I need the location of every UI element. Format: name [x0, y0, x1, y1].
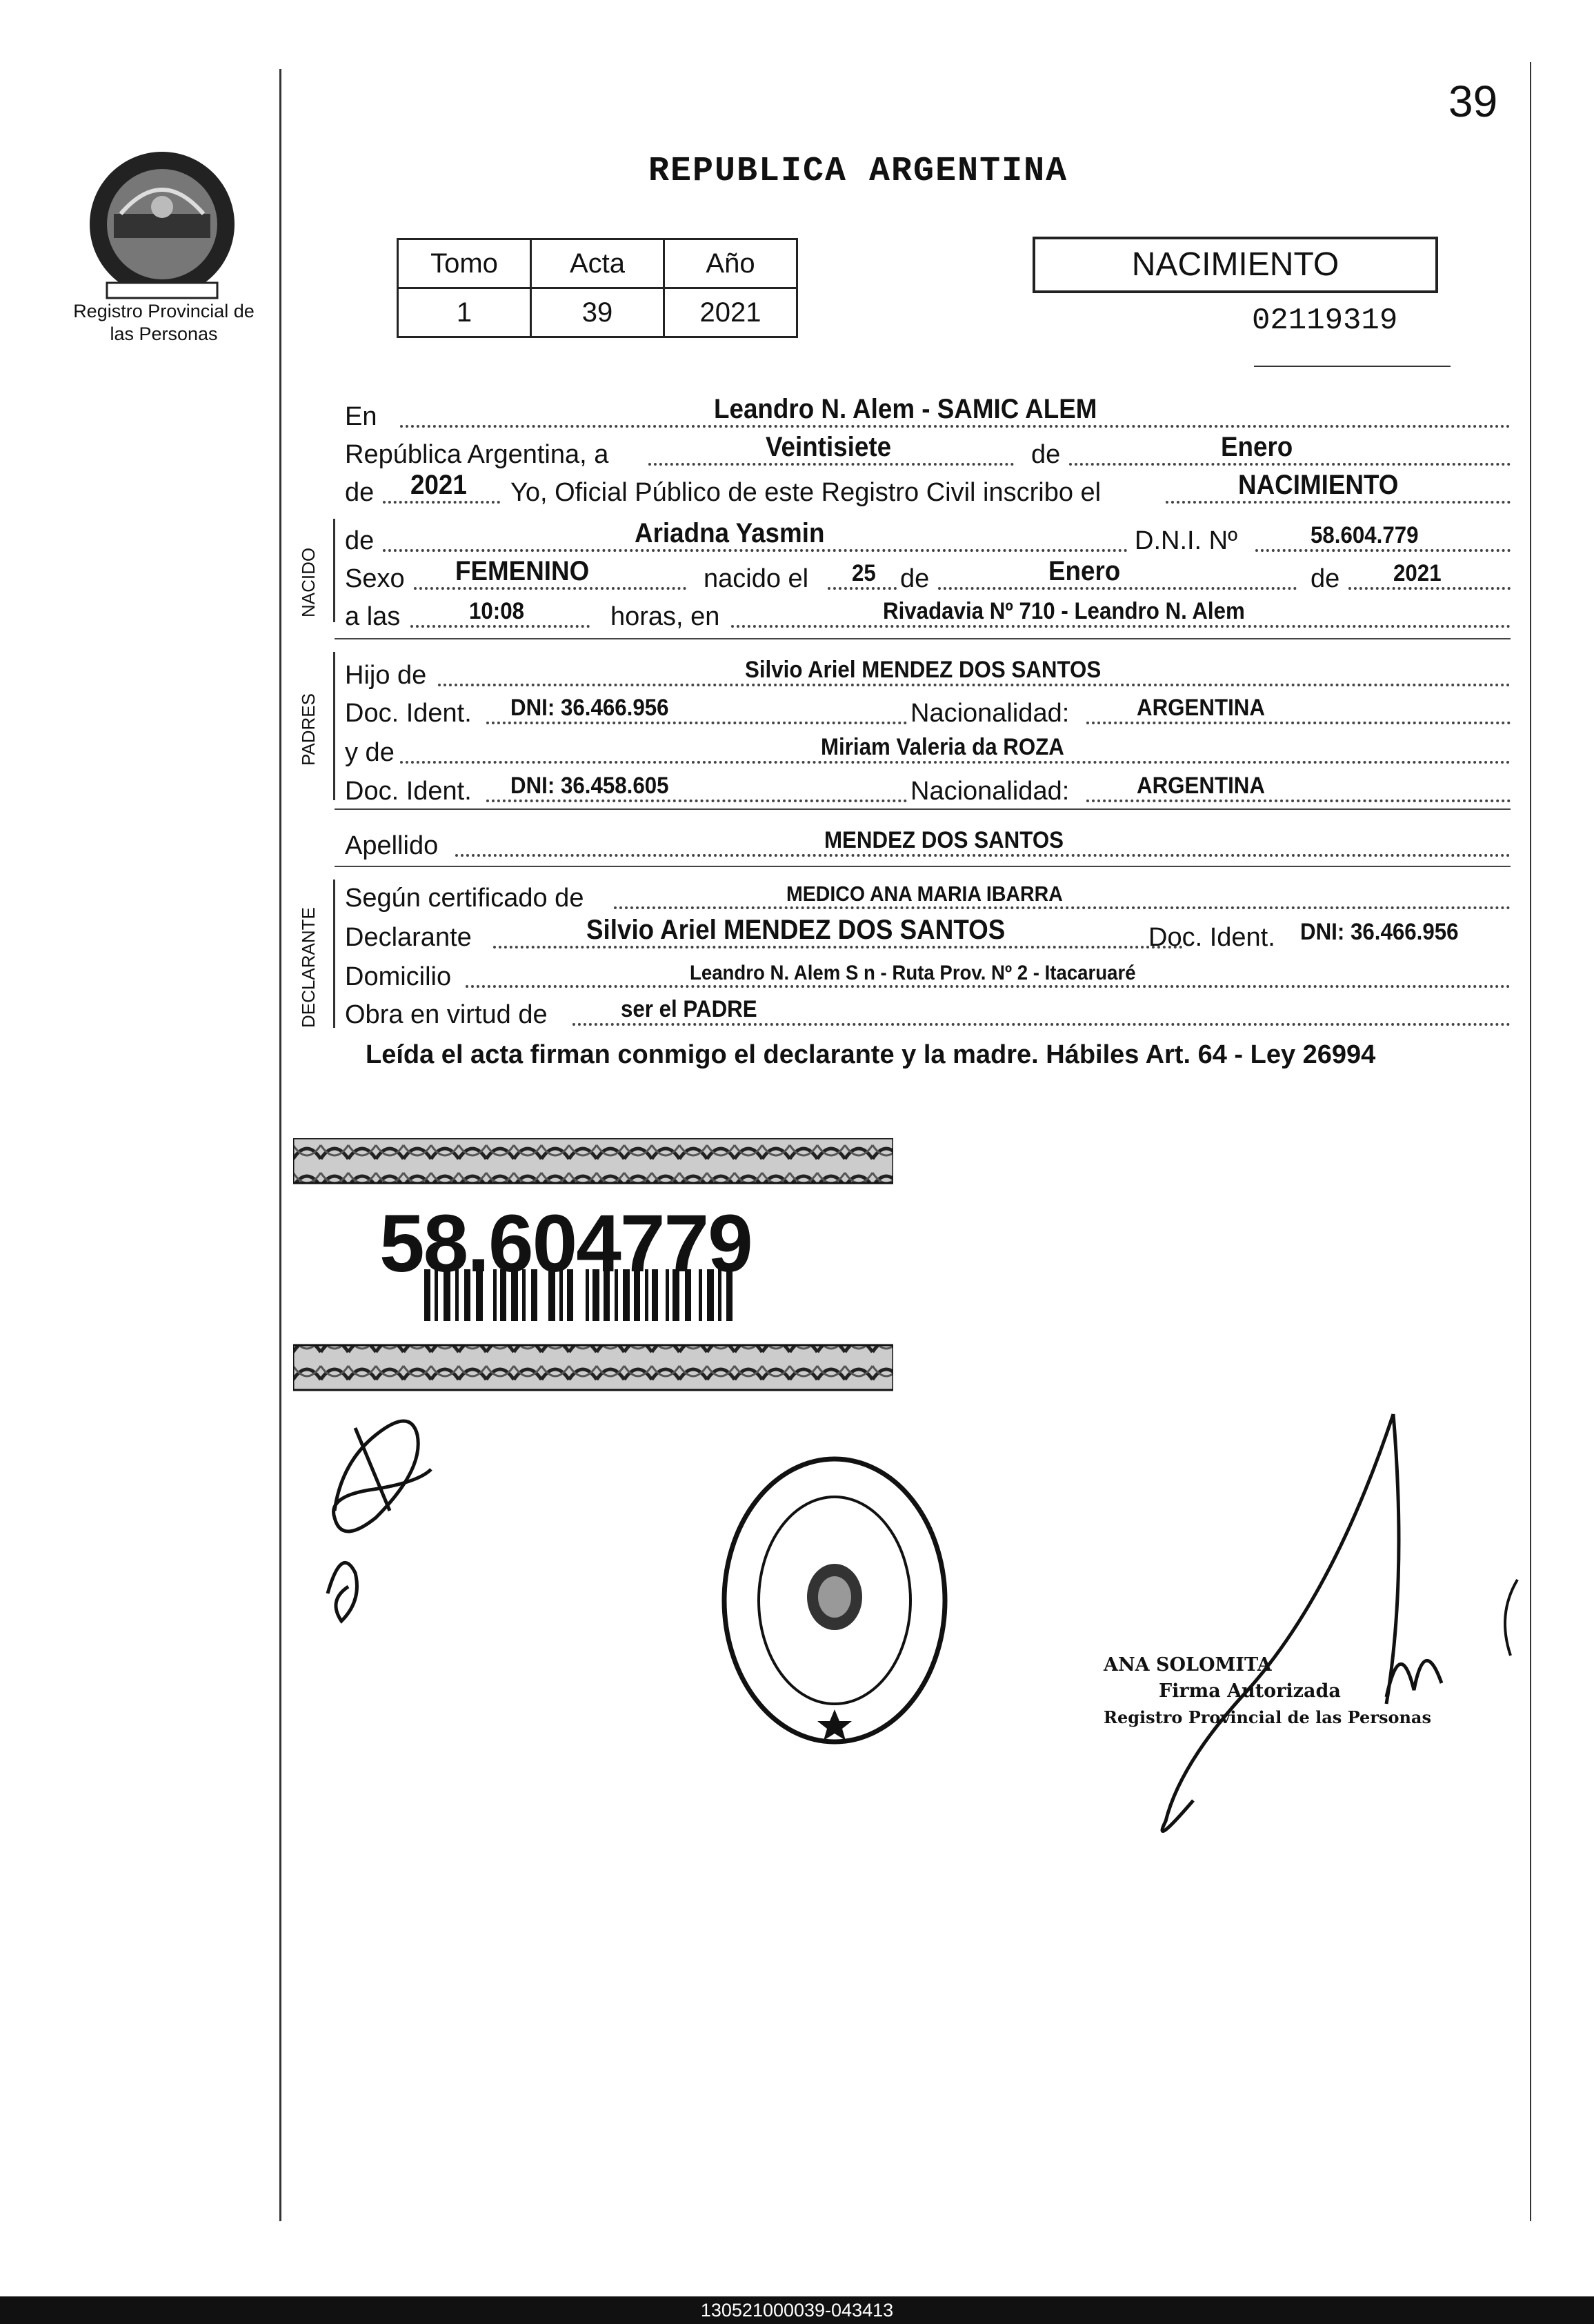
- row-declarante: [345, 914, 1511, 953]
- place-value: Rivadavia Nº 710 - Leandro N. Alem: [883, 598, 1245, 624]
- horas-label: horas, en: [610, 602, 720, 631]
- declarante-side-label: DECLARANTE: [298, 907, 319, 1028]
- row-doc-madre: [345, 768, 1511, 806]
- dni-value: 58.604.779: [1311, 522, 1419, 548]
- hour-value: 10:08: [469, 598, 525, 624]
- decl-label: Declarante: [345, 923, 472, 952]
- doc-label: Doc. Ident.: [345, 699, 472, 728]
- row-apellido: [345, 822, 1511, 861]
- padres-side-label: PADRES: [298, 693, 319, 766]
- dotted-line: [410, 625, 590, 628]
- header-acta: Acta: [531, 239, 664, 288]
- row-hora: [345, 593, 1511, 632]
- a-las-label: a las: [345, 602, 401, 631]
- de-label: de: [345, 526, 375, 555]
- yde-label: y de: [345, 738, 395, 767]
- logo-caption: Registro Provincial de las Personas: [73, 301, 255, 344]
- record-type-box: NACIMIENTO: [1033, 237, 1438, 293]
- stamp-line: ANA SOLOMITA: [1104, 1654, 1272, 1676]
- header-tomo: Tomo: [398, 239, 531, 288]
- section-rule: [335, 638, 1511, 639]
- dotted-line: [1086, 800, 1511, 802]
- row-en: [345, 393, 1511, 432]
- right-margin-line: [1530, 62, 1531, 2221]
- padres-bar: [333, 652, 335, 800]
- dom-value: Leandro N. Alem S n - Ruta Prov. Nº 2 - Itacaruaré: [690, 962, 1136, 984]
- dotted-line: [383, 501, 500, 504]
- year-value: 2021: [410, 470, 467, 500]
- serial-number: 02119319: [1252, 304, 1398, 338]
- cert-label: Según certificado de: [345, 884, 584, 913]
- row-nombre: [345, 517, 1511, 556]
- dotted-line: [455, 854, 1511, 857]
- de2-label: de: [345, 478, 375, 507]
- registry-table: [397, 238, 798, 338]
- nacido-label: nacido el: [704, 564, 809, 593]
- birth-year: 2021: [1393, 560, 1442, 586]
- row-padre: [345, 652, 1511, 691]
- en-label: En: [345, 402, 377, 431]
- stamp-line: Firma Autorizada: [1159, 1680, 1341, 1702]
- doc-label-2: Doc. Ident.: [345, 777, 472, 806]
- en-value: Leandro N. Alem - SAMIC ALEM: [714, 394, 1097, 424]
- row-madre: [345, 729, 1511, 768]
- de-label-3: de: [1311, 564, 1340, 593]
- republica-label: República Argentina, a: [345, 440, 609, 469]
- obra-label: Obra en virtud de: [345, 1000, 548, 1029]
- dotted-line: [400, 761, 1511, 764]
- left-margin-line: [279, 69, 281, 2221]
- official-signature: [973, 1407, 1524, 1835]
- apellido-label: Apellido: [345, 831, 439, 860]
- dotted-line: [1348, 587, 1511, 590]
- decl-doc: DNI: 36.466.956: [1300, 919, 1459, 945]
- dotted-line: [1255, 549, 1511, 552]
- decl-value: Silvio Ariel MENDEZ DOS SANTOS: [586, 915, 1006, 945]
- value-tomo: 1: [398, 288, 531, 337]
- province-seal-logo: [79, 138, 245, 304]
- page-number: 39: [1448, 77, 1498, 126]
- header-ano: Año: [664, 239, 797, 288]
- sexo-label: Sexo: [345, 564, 405, 593]
- name-value: Ariadna Yasmin: [635, 518, 825, 548]
- value-acta: 39: [531, 288, 664, 337]
- closing-text: Leída el acta firman conmigo el declarante y la madre. Hábiles Art. 64 - Ley 26994: [366, 1040, 1376, 1069]
- stamp-line: Registro Provincial de las Personas: [1104, 1707, 1431, 1727]
- row-sexo: [345, 555, 1511, 594]
- dotted-line: [1069, 463, 1511, 466]
- row-domicilio: [345, 953, 1511, 992]
- month-value: Enero: [1221, 432, 1293, 462]
- dotted-line: [486, 800, 907, 802]
- father-nat: ARGENTINA: [1137, 695, 1265, 721]
- dotted-line: [486, 722, 907, 724]
- dotted-line: [648, 463, 1014, 466]
- row-doc-padre: [345, 690, 1511, 728]
- obra-value: ser el PADRE: [621, 996, 757, 1022]
- mother-value: Miriam Valeria da ROZA: [821, 734, 1064, 760]
- dotted-line: [383, 549, 1128, 552]
- row-obra: [345, 991, 1511, 1030]
- father-value: Silvio Ariel MENDEZ DOS SANTOS: [745, 657, 1102, 683]
- sexo-value: FEMENINO: [455, 556, 590, 586]
- nacido-side-label: NACIDO: [298, 547, 319, 617]
- row-inscripcion: [345, 469, 1511, 508]
- footer-code: 130521000039-043413: [0, 2296, 1594, 2324]
- left-signature: [314, 1393, 452, 1642]
- delegation-round-stamp: [717, 1449, 952, 1752]
- dotted-line: [828, 587, 897, 590]
- dni-label: D.N.I. Nº: [1135, 526, 1237, 555]
- cert-value: MEDICO ANA MARIA IBARRA: [786, 882, 1063, 906]
- dotted-line: [614, 906, 1511, 909]
- official-stamp-text: [1104, 1652, 1431, 1731]
- dotted-line: [938, 587, 1297, 590]
- birth-day: 25: [852, 560, 876, 586]
- nacido-bar: [333, 519, 335, 622]
- serial-underline: [1254, 366, 1451, 367]
- de-label-2: de: [900, 564, 930, 593]
- day-value: Veintisiete: [766, 432, 892, 462]
- apellido-value: MENDEZ DOS SANTOS: [824, 827, 1064, 853]
- dotted-line: [414, 587, 686, 590]
- mother-doc: DNI: 36.458.605: [510, 773, 669, 799]
- nac-label-2: Nacionalidad:: [910, 777, 1070, 806]
- hijo-label: Hijo de: [345, 661, 427, 690]
- dotted-line: [731, 625, 1511, 628]
- de-label: de: [1031, 440, 1061, 469]
- section-rule: [335, 866, 1511, 867]
- dotted-line: [493, 946, 1183, 949]
- dotted-line: [572, 1023, 1511, 1026]
- birth-month: Enero: [1048, 556, 1121, 586]
- mother-nat: ARGENTINA: [1137, 773, 1265, 799]
- declarante-bar: [333, 880, 335, 1028]
- dotted-line: [400, 425, 1511, 428]
- document-title: REPUBLICA ARGENTINA: [648, 152, 1068, 191]
- dotted-line: [466, 985, 1511, 988]
- row-certificado: [345, 875, 1511, 913]
- value-ano: 2021: [664, 288, 797, 337]
- yo-label: Yo, Oficial Público de este Registro Civil inscribo el: [510, 478, 1102, 507]
- barcode-number: 58.604779: [379, 1198, 752, 1289]
- decl-doc-label: Doc. Ident.: [1148, 923, 1275, 952]
- dotted-line: [1086, 722, 1511, 724]
- dotted-line: [438, 684, 1511, 686]
- act-value: NACIMIENTO: [1238, 470, 1399, 500]
- nac-label: Nacionalidad:: [910, 699, 1070, 728]
- section-rule: [335, 808, 1511, 810]
- dom-label: Domicilio: [345, 962, 452, 991]
- father-doc: DNI: 36.466.956: [510, 695, 669, 721]
- row-fecha: [345, 431, 1511, 470]
- dotted-line: [1166, 501, 1511, 504]
